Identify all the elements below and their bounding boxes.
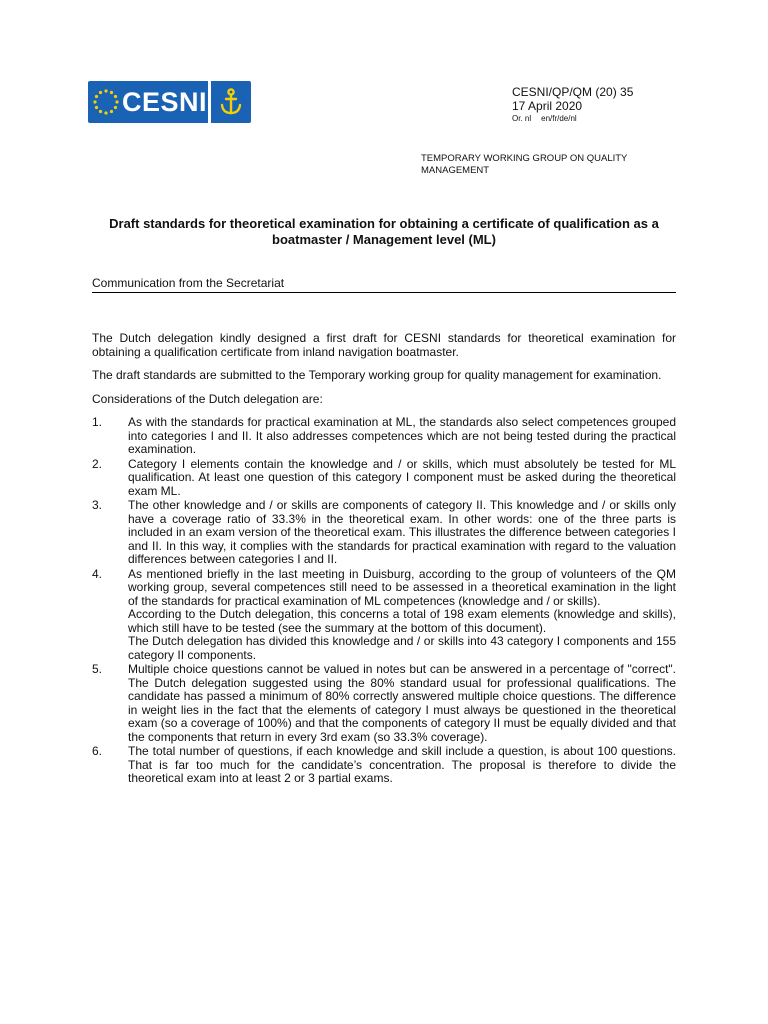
item-text: Category I elements contain the knowledge and / or skills, which must absolutely be tested for ML qualification. At least one question of this category I component must be asked during the theoretical exam ML.: [128, 456, 676, 498]
reference-code: CESNI/QP/QM (20) 35: [512, 85, 634, 99]
item-number: 3.: [92, 498, 103, 512]
eu-stars-icon: [91, 87, 121, 117]
considerations-list: [92, 416, 676, 786]
reference-date: 17 April 2020: [512, 99, 583, 113]
item-text: The Dutch delegation has divided this knowledge and / or skills into 43 category I components and 155 category II components.: [128, 634, 676, 662]
item-number: 1.: [92, 415, 103, 429]
list-item: [92, 568, 676, 663]
item-number: 4.: [92, 566, 103, 581]
list-item: [92, 458, 676, 499]
list-item: [92, 499, 676, 567]
list-item: [92, 663, 676, 744]
list-item: [92, 745, 676, 786]
item-number: 5.: [92, 662, 103, 676]
intro-paragraph: The Dutch delegation kindly designed a first draft for CESNI standards for theoretical examination for obtaining a qualification certificate from inland navigation boatmaster.: [92, 331, 676, 359]
item-text: The total number of questions, if each knowledge and skill include a question, is about 100 questions. That is far too much for the candidate’s concentration. The proposal is therefore to divide the theoretical exam into at least 2 or 3 partial exams.: [128, 744, 676, 785]
communication-line: Communication from the Secretariat: [92, 276, 676, 293]
item-number: 2.: [92, 456, 103, 471]
item-number: 6.: [92, 744, 103, 758]
languages: en/fr/de/nl: [541, 114, 577, 123]
item-text: The other knowledge and / or skills are components of category II. This knowledge and / or skills only have a coverage ratio of 33.3% in the theoretical exam. In other words: one of the three parts is included in an exam version of the theoretical exam. This illustrates the difference between categories I and II. In this way, it complies with the standards for practical examination with regard to the valuation differences between categories I and II.: [128, 498, 676, 566]
item-text: As with the standards for practical examination at ML, the standards also select competences grouped into categories I and II. It also addresses competences which are not being tested during the practical examination.: [128, 415, 676, 456]
logo-text: CESNI: [122, 86, 208, 117]
working-group-name: TEMPORARY WORKING GROUP ON QUALITY MANAGEMENT: [421, 153, 628, 176]
anchor-icon: [219, 87, 243, 117]
intro-paragraph: The draft standards are submitted to the Temporary working group for quality management for examination.: [92, 368, 662, 382]
intro-paragraph: Considerations of the Dutch delegation are:: [92, 391, 323, 406]
document-title: Draft standards for theoretical examination for obtaining a certificate of qualification as a boatmaster / Management level (ML): [109, 216, 659, 247]
cesni-logo: [88, 81, 251, 123]
item-text: According to the Dutch delegation, this concerns a total of 198 exam elements (knowledge and skills), which still have to be tested (see the summary at the bottom of this document).: [128, 607, 676, 635]
original-language: Or. nl: [512, 114, 532, 123]
document-reference: [512, 85, 633, 125]
document-body: [92, 332, 676, 787]
list-item: [92, 416, 676, 457]
item-text: As mentioned briefly in the last meeting in Duisburg, according to the group of volunteers of the QM working group, several competences still need to be assessed in a theoretical examination in the light of the standards for practical examination of ML competences (knowledge and / or skills).: [128, 566, 676, 608]
item-text: Multiple choice questions cannot be valued in notes but can be answered in a percentage of "correct". The Dutch delegation suggested using the 80% standard usual for professional qualifications. The candidate has passed a minimum of 80% correctly answered multiple choice questions. The difference in weight lies in the fact that the elements of category I must always be questioned in the theoretical exam (so a coverage of 100%) and that the components of category II must be equally divided and that the components that return in every 3rd exam (so 33.3% coverage).: [128, 662, 676, 744]
